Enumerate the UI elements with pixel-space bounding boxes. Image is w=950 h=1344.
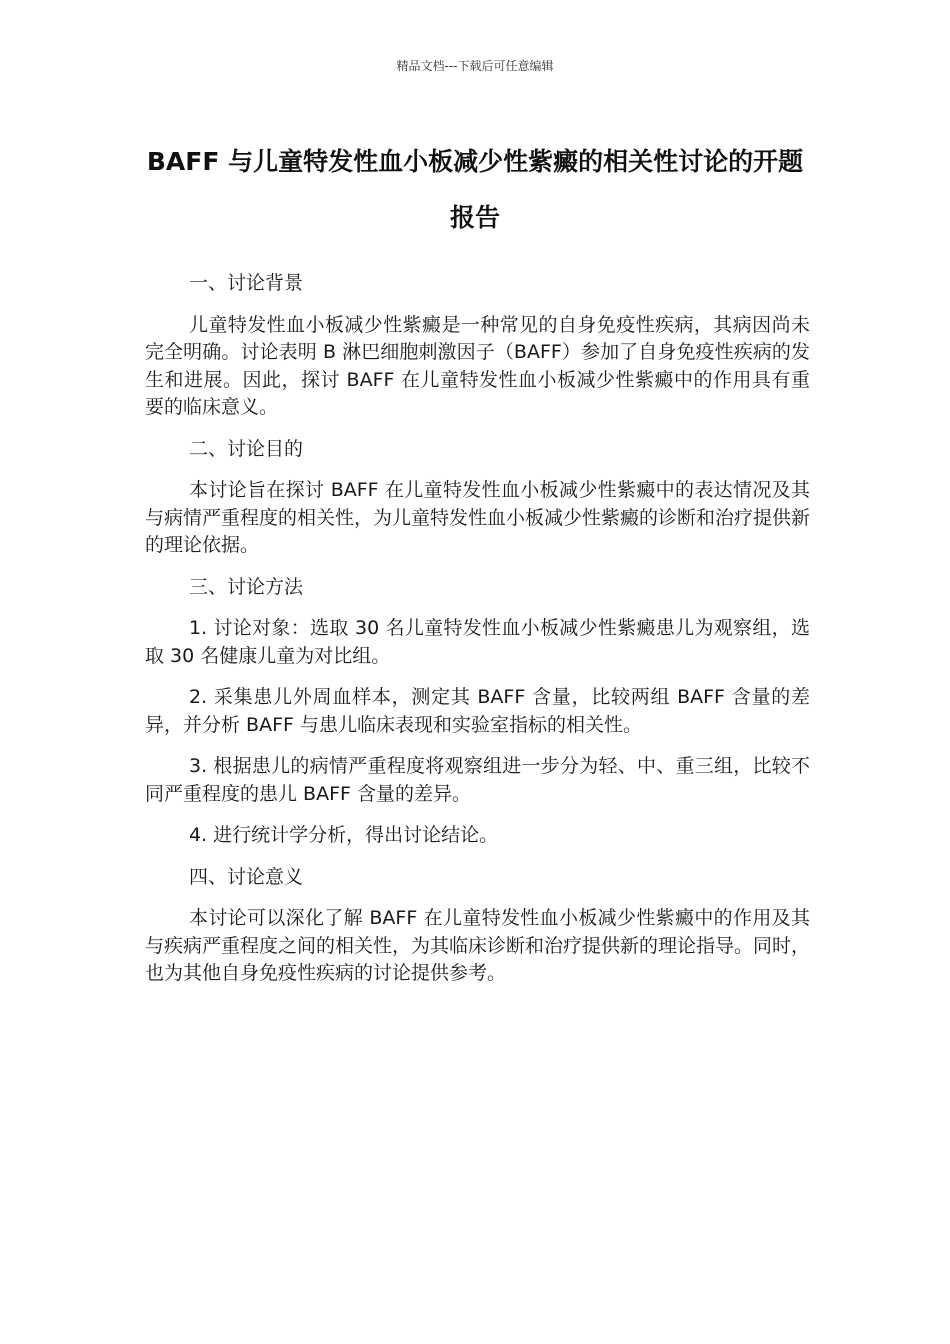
section-purpose [145, 436, 810, 560]
document-title: BAFF 与儿童特发性血小板减少性紫癜的相关性讨论的开题报告 [146, 147, 804, 232]
header-note: 精品文档---下载后可任意编辑 [396, 59, 554, 73]
section-heading: 二、讨论目的 [189, 437, 304, 460]
section-heading: 一、讨论背景 [189, 272, 304, 294]
paragraph: 儿童特发性血小板减少性紫癜是一种常见的自身免疫性疾病，其病因尚未完全明确。讨论表明 B 淋巴细胞刺激因子（BAFF）参加了自身免疫性疾病的发生和进展。因此，探讨 BAFF 在儿童特发性血小板减少性紫癜中的作用具有重要的临床意义。 [145, 313, 810, 418]
section-heading: 三、讨论方法 [189, 575, 304, 598]
method-item: 1. 讨论对象：选取 30 名儿童特发性血小板减少性紫癜患儿为观察组，选取 30 名健康儿童为对比组。 [145, 617, 810, 667]
section-heading: 四、讨论意义 [189, 865, 304, 888]
paragraph: 本讨论可以深化了解 BAFF 在儿童特发性血小板减少性紫癜中的作用及其与疾病严重程度之间的相关性，为其临床诊断和治疗提供新的理论指导。同时，也为其他自身免疫性疾病的讨论提供参考。 [145, 907, 811, 984]
method-item: 2. 采集患儿外周血样本，测定其 BAFF 含量，比较两组 BAFF 含量的差异，并分析 BAFF 与患儿临床表现和实验室指标的相关性。 [145, 686, 810, 736]
paragraph: 本讨论旨在探讨 BAFF 在儿童特发性血小板减少性紫癜中的表达情况及其与病情严重程度的相关性，为儿童特发性血小板减少性紫癜的诊断和治疗提供新的理论依据。 [145, 479, 811, 556]
document-body [145, 270, 810, 1002]
section-significance [145, 864, 810, 988]
section-methods [145, 574, 810, 850]
method-item: 4. 进行统计学分析，得出讨论结论。 [189, 824, 499, 846]
method-item: 3. 根据患儿的病情严重程度将观察组进一步分为轻、中、重三组，比较不同严重程度的患儿 BAFF 含量的差异。 [145, 755, 810, 805]
section-background [145, 270, 810, 422]
